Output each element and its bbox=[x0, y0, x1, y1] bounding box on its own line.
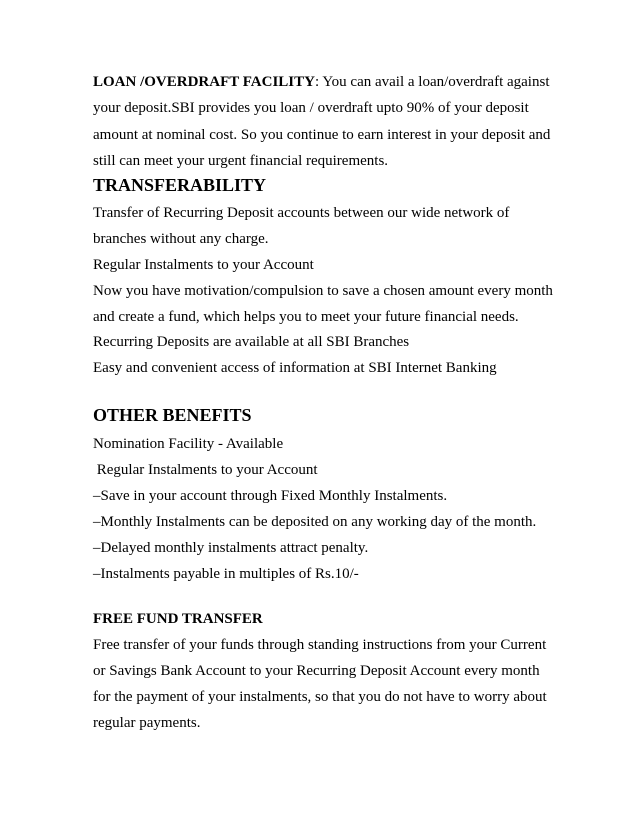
free-fund-transfer-heading: FREE FUND TRANSFER bbox=[93, 611, 263, 627]
loan-label: LOAN /OVERDRAFT FACILITY bbox=[93, 74, 315, 90]
transferability-heading: TRANSFERABILITY bbox=[93, 175, 267, 195]
other-benefits-line: –Delayed monthly instalments attract penalty. bbox=[93, 540, 369, 556]
loan-paragraph-line-1 bbox=[93, 73, 563, 91]
free-fund-transfer-line: Free transfer of your funds through standing instructions from your Current bbox=[93, 637, 547, 653]
transferability-line: Recurring Deposits are available at all SBI Branches bbox=[93, 334, 410, 350]
loan-paragraph-line: your deposit.SBI provides you loan / overdraft upto 90% of your deposit bbox=[93, 100, 529, 116]
loan-paragraph-line: amount at nominal cost. So you continue to earn interest in your deposit and bbox=[93, 127, 551, 143]
transferability-line: and create a fund, which helps you to meet your future financial needs. bbox=[93, 309, 519, 325]
free-fund-transfer-line: or Savings Bank Account to your Recurring Deposit Account every month bbox=[93, 663, 540, 679]
other-benefits-line: Nomination Facility - Available bbox=[93, 436, 284, 452]
transferability-line: branches without any charge. bbox=[93, 231, 269, 247]
other-benefits-line: –Save in your account through Fixed Monthly Instalments. bbox=[93, 488, 448, 504]
other-benefits-line: –Instalments payable in multiples of Rs.10/- bbox=[93, 566, 359, 582]
transferability-line: Transfer of Recurring Deposit accounts between our wide network of bbox=[93, 205, 510, 221]
transferability-line: Easy and convenient access of information at SBI Internet Banking bbox=[93, 360, 497, 376]
free-fund-transfer-line: regular payments. bbox=[93, 715, 201, 731]
transferability-line: Now you have motivation/compulsion to save a chosen amount every month bbox=[93, 283, 553, 299]
free-fund-transfer-line: for the payment of your instalments, so that you do not have to worry about bbox=[93, 689, 547, 705]
other-benefits-line: Regular Instalments to your Account bbox=[93, 462, 318, 478]
loan-paragraph-line: still can meet your urgent financial requirements. bbox=[93, 153, 389, 169]
other-benefits-heading: OTHER BENEFITS bbox=[93, 405, 252, 425]
transferability-line: Regular Instalments to your Account bbox=[93, 257, 314, 273]
loan-first-line-text: : You can avail a loan/overdraft against bbox=[314, 74, 550, 90]
other-benefits-line: –Monthly Instalments can be deposited on any working day of the month. bbox=[93, 514, 537, 530]
